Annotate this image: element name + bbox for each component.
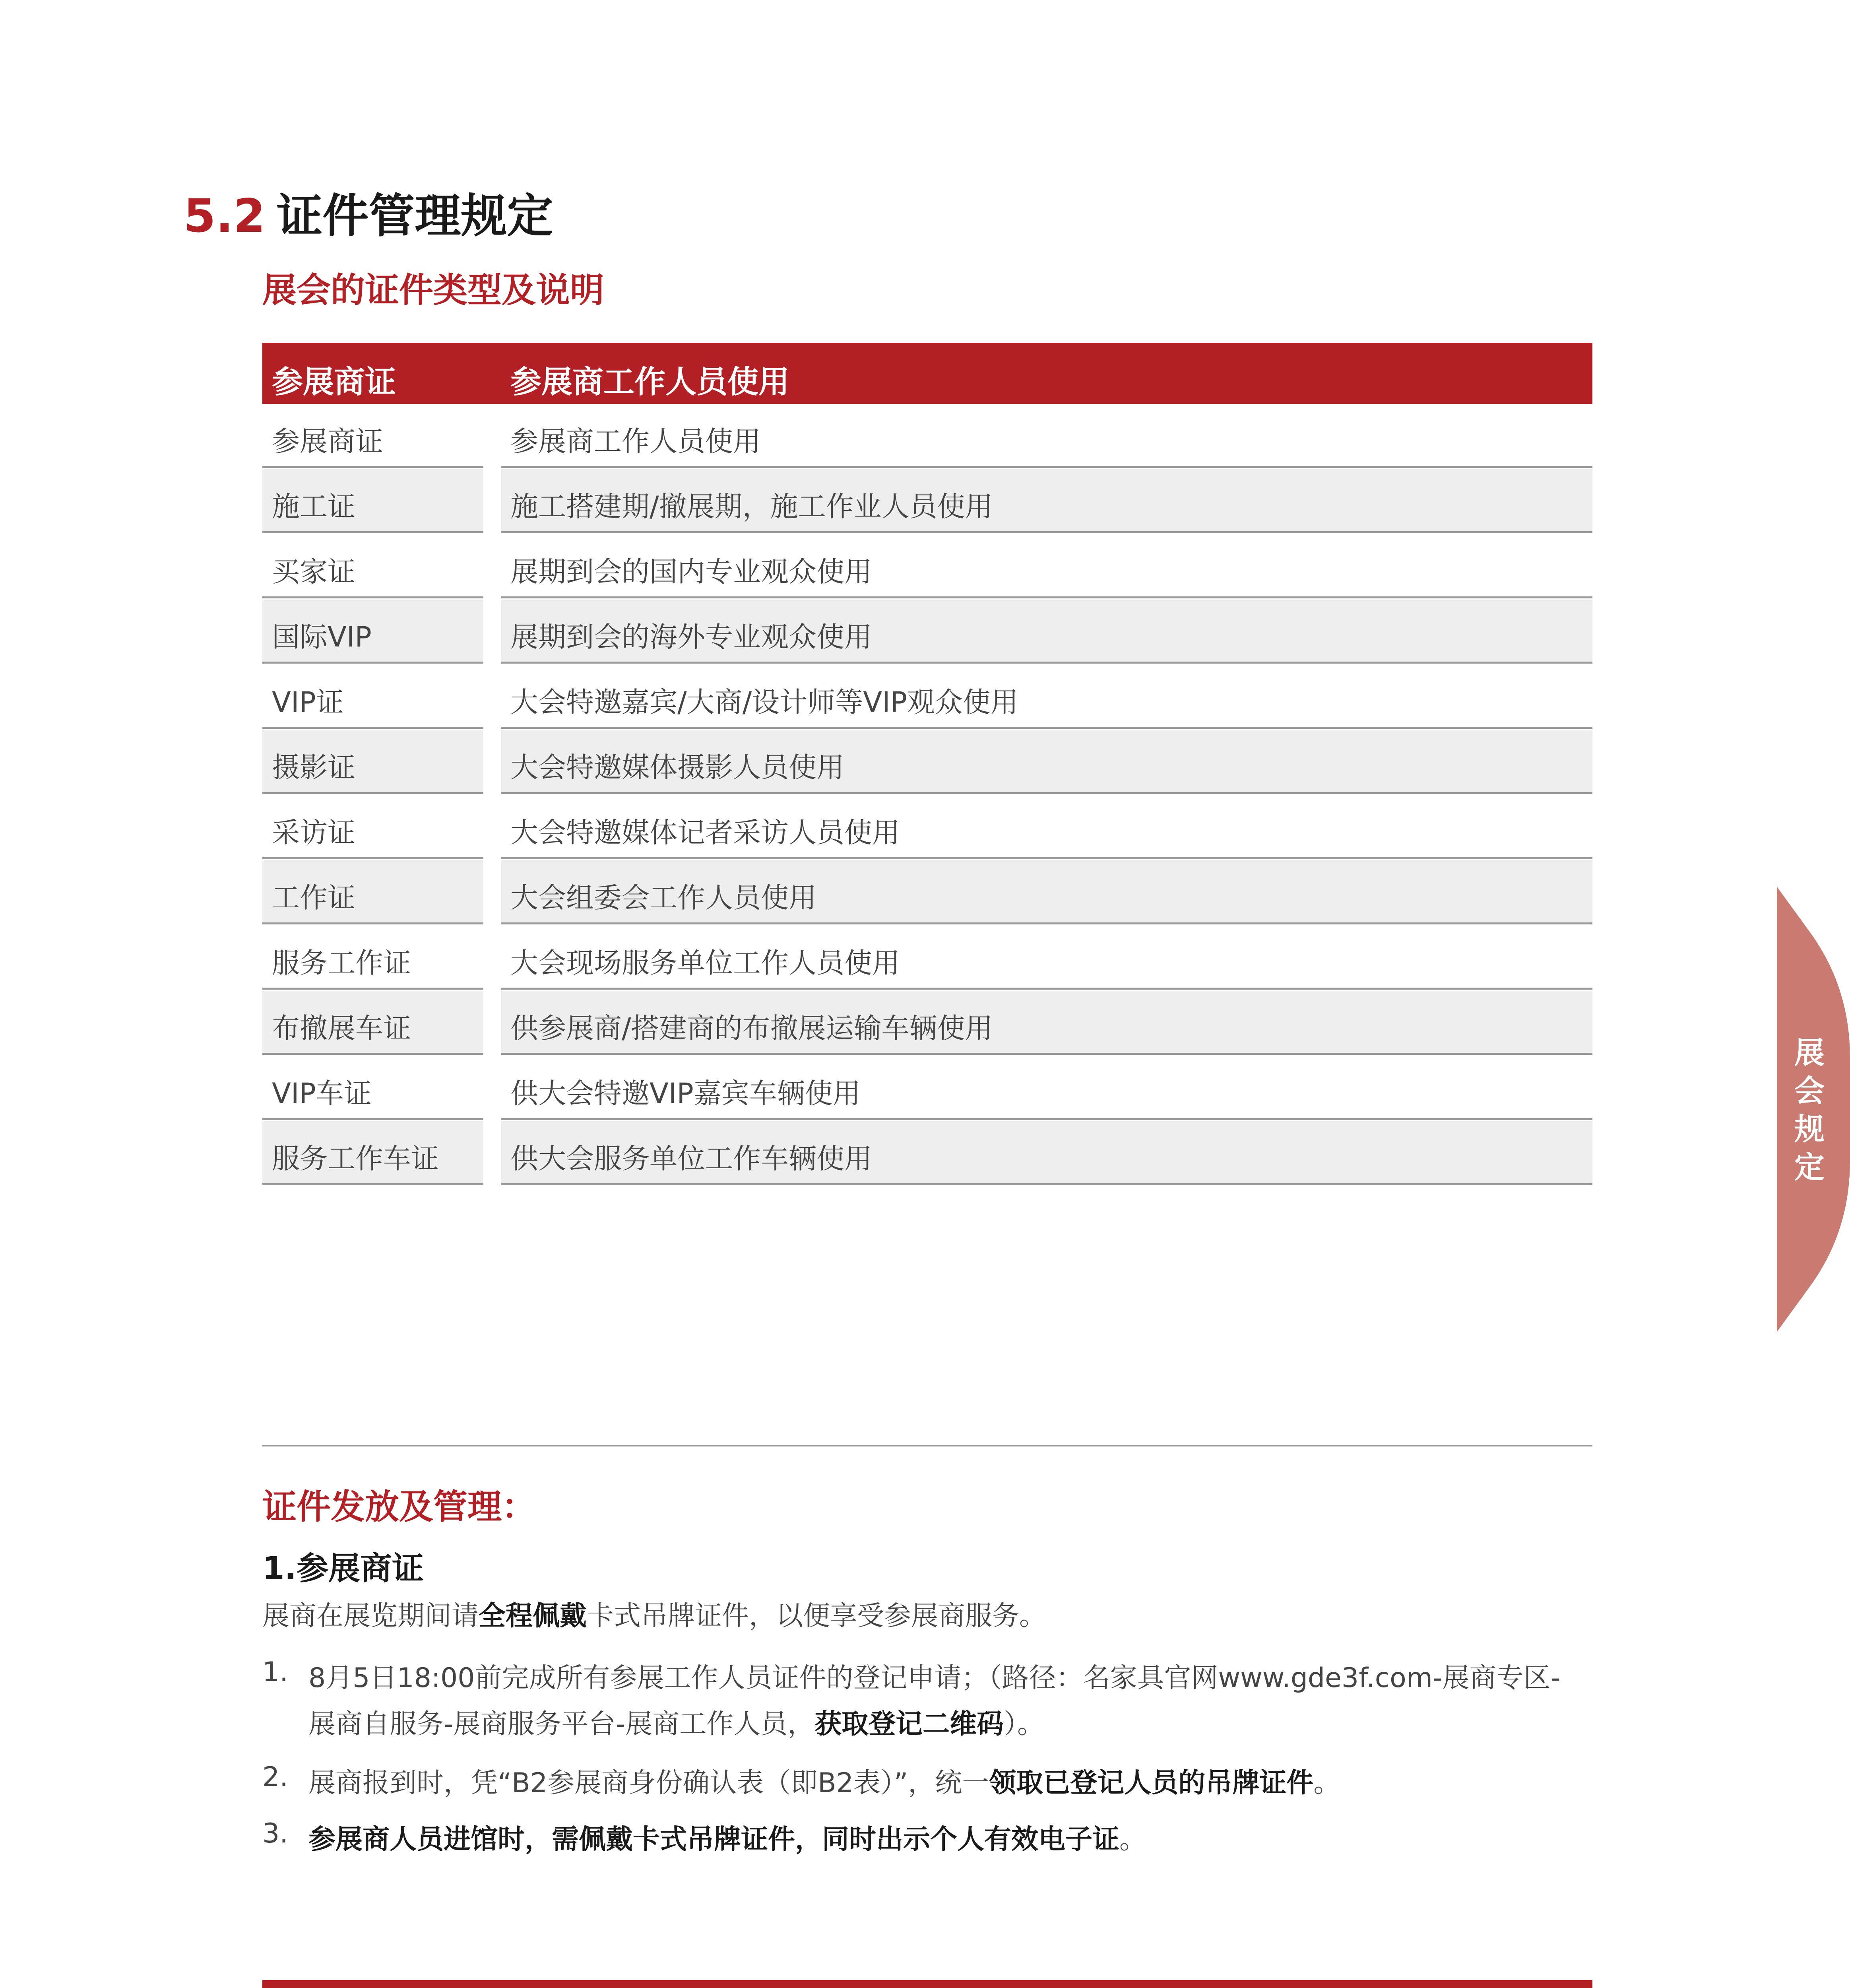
- table-row: [262, 600, 1592, 665]
- office-table-header: [262, 1980, 1592, 1988]
- intro-emphasis: 全程佩戴: [479, 1600, 587, 1632]
- badge-type: 采访证: [272, 816, 355, 849]
- item-2-emphasis: 领取已登记人员的吊牌证件: [989, 1767, 1314, 1799]
- item-3-emphasis: 参展商人员进馆时，需佩戴卡式吊牌证件，同时出示个人有效电子证: [308, 1824, 1120, 1855]
- table-row: [262, 404, 1592, 469]
- table-row: [262, 860, 1592, 926]
- issuance-item-3: 参展商人员进馆时，需佩戴卡式吊牌证件，同时出示个人有效电子证。: [308, 1824, 1147, 1855]
- badge-type: VIP车证: [272, 1077, 372, 1110]
- item-1-emphasis: 获取登记二维码: [814, 1708, 1004, 1740]
- badge-type: 国际VIP: [272, 621, 372, 653]
- badge-types-table: [262, 343, 1592, 1186]
- badge-type: 服务工作证: [272, 947, 411, 979]
- section-title-text: 证件管理规定: [276, 189, 553, 243]
- table-row: [262, 534, 1592, 600]
- badge-type: 服务工作车证: [272, 1142, 439, 1175]
- item-number: 2.: [262, 1761, 288, 1793]
- badge-usage: 大会特邀媒体记者采访人员使用: [510, 816, 900, 849]
- badge-usage: 施工搭建期/撤展期，施工作业人员使用: [510, 490, 993, 523]
- table-row: [262, 1056, 1592, 1121]
- section-title: [184, 179, 553, 245]
- table-row: [262, 795, 1592, 860]
- issuance-intro: 展商在展览期间请全程佩戴卡式吊牌证件，以便享受参展商服务。: [262, 1600, 1047, 1632]
- section-number: 5.2: [184, 189, 266, 243]
- badge-types-subtitle: 展会的证件类型及说明: [262, 270, 604, 310]
- badge-usage: 大会特邀媒体摄影人员使用: [510, 751, 844, 784]
- badge-table-header: [262, 343, 1592, 404]
- issuance-item-1-line2: 展商自服务-展商服务平台-展商工作人员，获取登记二维码）。: [308, 1708, 1045, 1740]
- issuance-item-2: 展商报到时，凭“B2参展商身份确认表（即B2表）”，统一领取已登记人员的吊牌证件。: [308, 1767, 1341, 1799]
- issuance-item-1-line1: 8月5日18:00前完成所有参展工作人员证件的登记申请；（路径：名家具官网www.gde3f.com-展商专区-: [308, 1662, 1561, 1694]
- badge-usage: 参展商工作人员使用: [510, 425, 761, 458]
- badge-header-usage: 参展商工作人员使用: [510, 364, 790, 400]
- item-number: 3.: [262, 1818, 288, 1849]
- table-row: [262, 469, 1592, 534]
- badge-header-type: 参展商证: [272, 364, 396, 400]
- table-row: [262, 665, 1592, 730]
- issuance-subhead: 1.参展商证: [262, 1550, 424, 1587]
- badge-type: 施工证: [272, 490, 355, 523]
- table-row: [262, 991, 1592, 1056]
- table-row: [262, 1121, 1592, 1186]
- badge-usage: 供参展商/搭建商的布撤展运输车辆使用: [510, 1012, 993, 1044]
- badge-usage: 大会特邀嘉宾/大商/设计师等VIP观众使用: [510, 686, 1018, 718]
- badge-type: 摄影证: [272, 751, 355, 784]
- table-row: [262, 730, 1592, 795]
- issuance-title: 证件发放及管理：: [262, 1487, 536, 1527]
- table-row: [262, 926, 1592, 991]
- side-tab-label: 展会规定: [1794, 1035, 1825, 1185]
- badge-usage: 供大会特邀VIP嘉宾车辆使用: [510, 1077, 861, 1110]
- badge-usage: 大会组委会工作人员使用: [510, 881, 816, 914]
- badge-type: 布撤展车证: [272, 1012, 411, 1044]
- badge-type: 工作证: [272, 881, 355, 914]
- badge-usage: 展期到会的海外专业观众使用: [510, 621, 872, 653]
- section-divider: [262, 1445, 1592, 1446]
- item-number: 1.: [262, 1656, 288, 1688]
- office-table: [262, 1980, 1592, 1988]
- badge-type: VIP证: [272, 686, 344, 718]
- badge-type: 买家证: [272, 555, 355, 588]
- badge-usage: 展期到会的国内专业观众使用: [510, 555, 872, 588]
- badge-type: 参展商证: [272, 425, 383, 458]
- badge-usage: 大会现场服务单位工作人员使用: [510, 947, 900, 979]
- badge-usage: 供大会服务单位工作车辆使用: [510, 1142, 872, 1175]
